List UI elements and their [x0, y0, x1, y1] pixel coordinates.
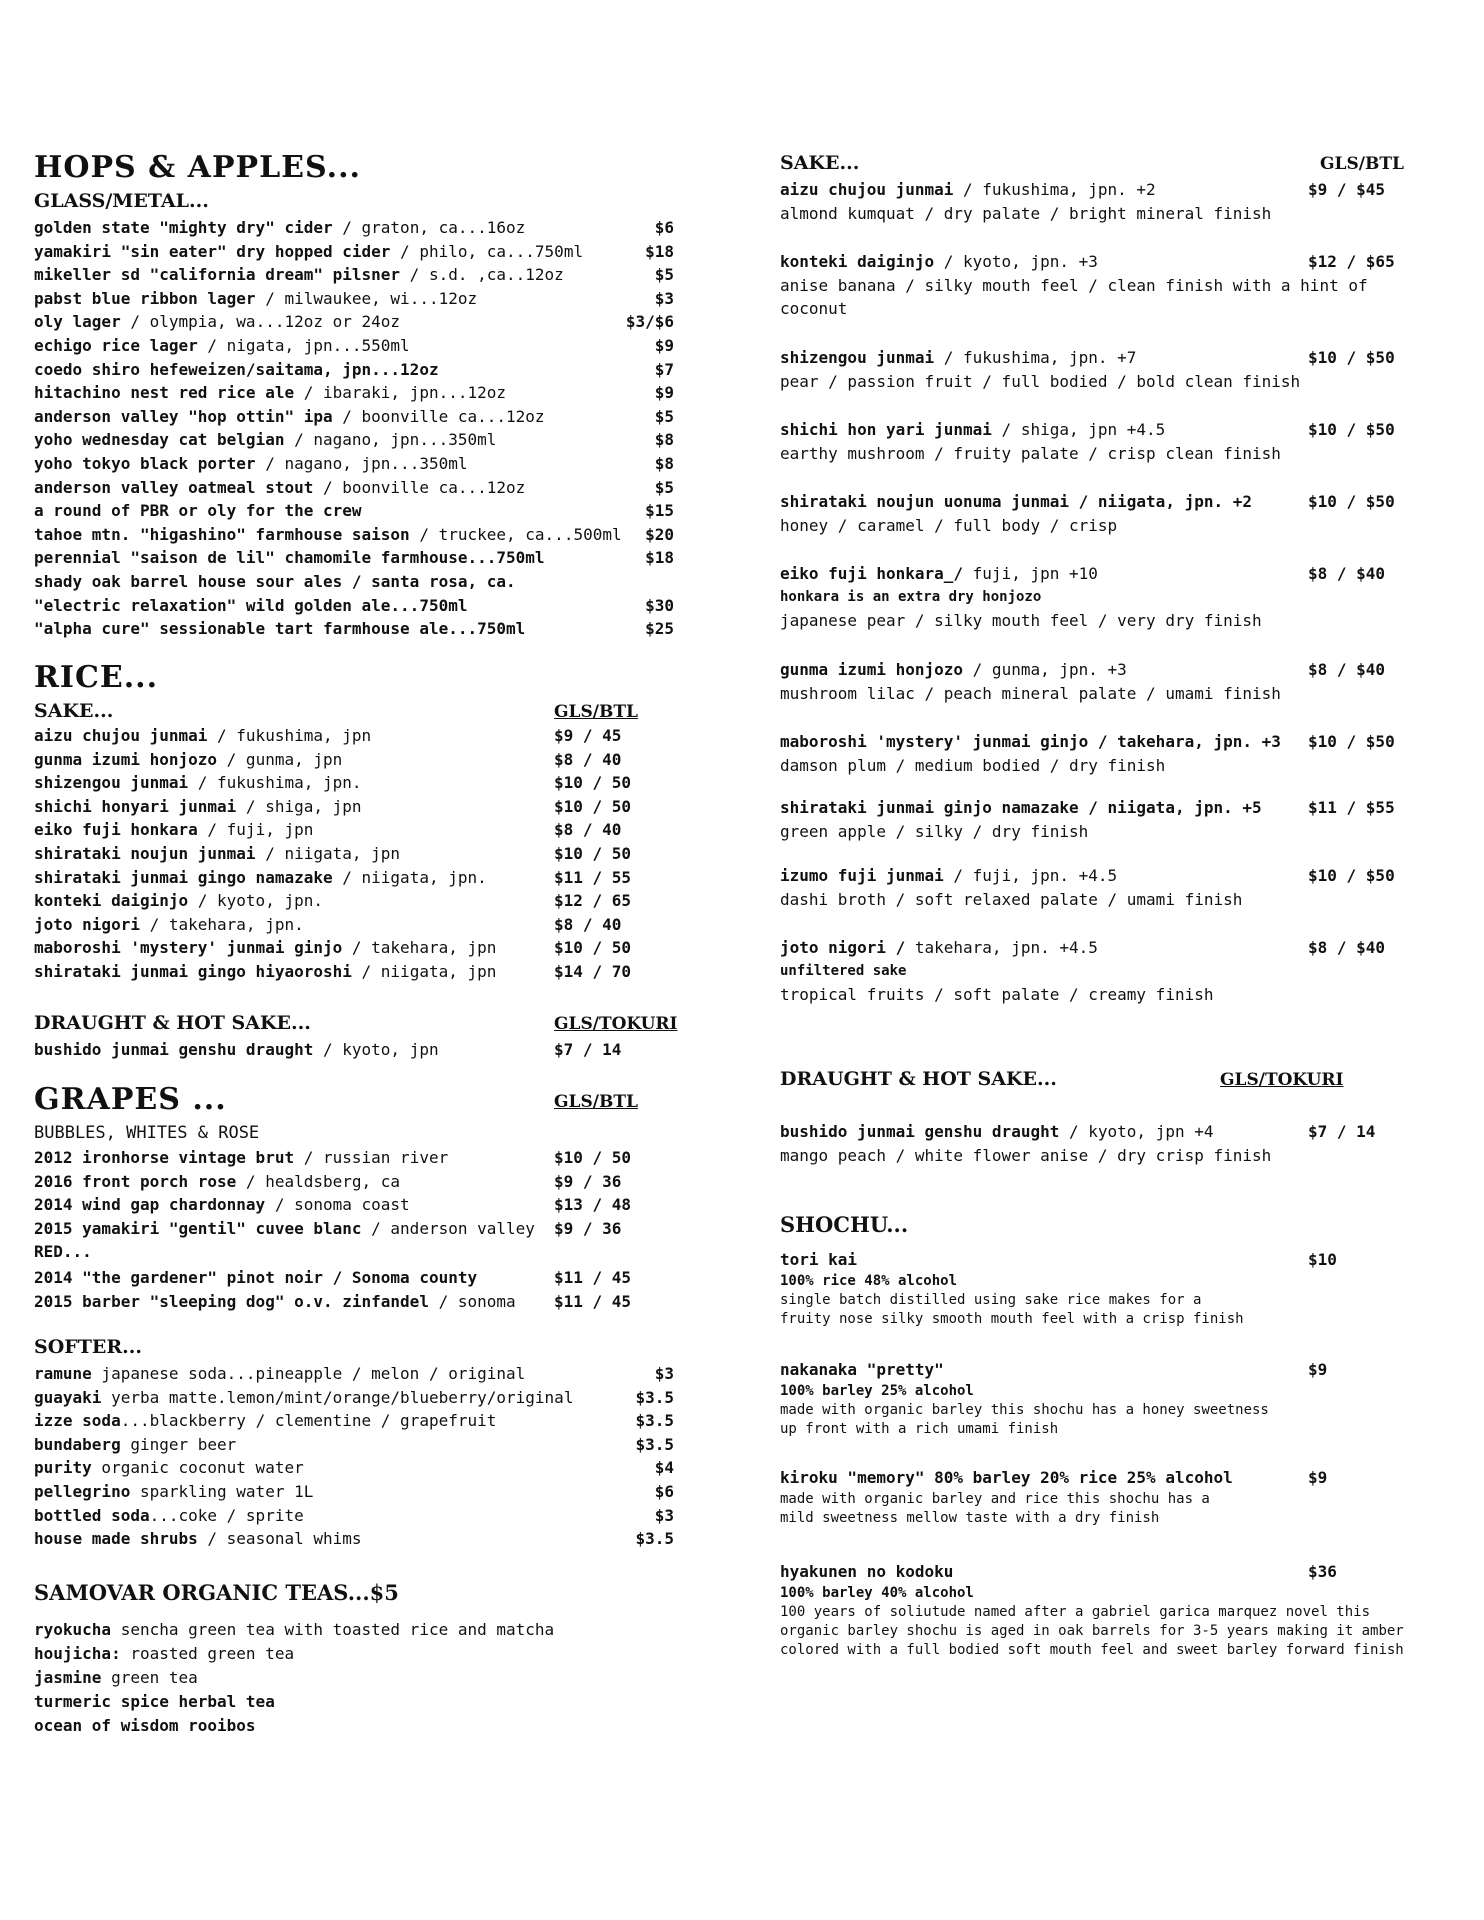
menu-item	[34, 1482, 313, 1502]
item-desc: / fuji, jpn	[197, 820, 314, 840]
right-draught-price: $7 / 14	[1308, 1122, 1376, 1141]
item-price: $8 / $40	[1308, 564, 1386, 583]
item-desc: / takehara, jpn.	[139, 914, 304, 934]
item-price: $3.5	[635, 1529, 674, 1549]
item-name: konteki daiginjo	[780, 252, 935, 271]
item-price: $8 / 40	[554, 914, 622, 934]
item-name: shady oak barrel house sour ales / santa rosa, ca.	[34, 572, 516, 591]
menu-item	[34, 596, 467, 616]
item-name: oly lager	[34, 312, 121, 332]
item-name: 2012 ironhorse vintage brut	[34, 1148, 295, 1167]
item-price: $11 / 45	[554, 1291, 632, 1311]
item-desc: / takehara, jpn	[342, 938, 497, 958]
sake-item	[780, 252, 1098, 272]
item-desc: / fuji, jpn. +4.5	[943, 866, 1118, 885]
item-name: izumo fuji junmai	[780, 866, 944, 885]
item-desc: / seasonal whims	[197, 1529, 362, 1549]
draught-col-header: GLS/TOKURI	[554, 1014, 678, 1034]
item-note: honey / caramel / full body / crisp	[780, 516, 1118, 535]
tea-item	[34, 1716, 256, 1736]
tea-item	[34, 1692, 275, 1712]
item-desc: japanese soda...pineapple / melon / original	[91, 1364, 526, 1383]
shochu-note: colored with a full bodied soft mouth feel and sweet barley forward finish	[780, 1642, 1404, 1658]
menu-item	[34, 915, 304, 935]
item-price: $9	[654, 336, 674, 355]
item-desc: / shiga, jpn +4.5	[991, 420, 1166, 439]
menu-item	[34, 1506, 304, 1526]
menu-item	[34, 1364, 525, 1384]
item-name: shichi hon yari junmai	[780, 420, 992, 439]
shochu-price: $36	[1308, 1562, 1337, 1581]
item-name: 2015 barber "sleeping dog" o.v. zinfandel	[34, 1291, 429, 1311]
item-price: $11 / $55	[1308, 798, 1395, 817]
shochu-title: SHOCHU...	[780, 1212, 909, 1237]
menu-item	[34, 1292, 516, 1312]
item-name: 2015 yamakiri "gentil" cuvee blanc	[34, 1218, 362, 1238]
item-desc: ginger beer	[120, 1434, 237, 1454]
item-name: pellegrino	[34, 1482, 131, 1501]
item-desc: takehara, jpn. +4.5	[905, 938, 1098, 957]
item-price: $8 / $40	[1308, 660, 1386, 679]
menu-item	[34, 289, 477, 309]
menu-item	[34, 938, 496, 958]
item-desc: / niigata, jpn	[255, 844, 401, 863]
item-price: $8 / 40	[554, 749, 622, 769]
item-desc: organic coconut water	[91, 1458, 304, 1478]
item-desc: / philo, ca...750ml	[390, 241, 584, 261]
item-price: $6	[654, 218, 674, 237]
menu-item	[34, 726, 371, 746]
item-price: $10 / $50	[1308, 866, 1395, 885]
shochu-note: made with organic barley and rice this shochu has a	[780, 1491, 1210, 1507]
item-desc: / fukushima, jpn. +2	[953, 180, 1156, 199]
right-draught-item: bushido junmai genshu draught / kyoto, jpn +4	[780, 1122, 1214, 1141]
item-desc: / kyoto, jpn. +3	[934, 252, 1098, 271]
item-price: $10 / 50	[554, 844, 632, 863]
item-note: mushroom lilac / peach mineral palate / umami finish	[780, 684, 1281, 703]
menu-item	[34, 312, 400, 332]
right-draught-note: mango peach / white flower anise / dry crisp finish	[780, 1146, 1272, 1165]
menu-item	[34, 773, 362, 793]
item-desc: sparkling water 1L	[130, 1482, 314, 1501]
item-price: $8 / 40	[554, 820, 622, 840]
item-name: izze soda	[34, 1411, 121, 1431]
item-name: joto nigori /	[780, 938, 906, 957]
menu-item	[34, 525, 622, 545]
item-price: $3	[654, 1364, 674, 1383]
menu-item	[34, 1268, 477, 1288]
menu-item	[34, 572, 516, 592]
item-desc: / anderson valley	[361, 1218, 535, 1238]
item-price: $12 / $65	[1308, 252, 1395, 271]
item-name: gunma izumi honjozo	[780, 660, 964, 679]
item-desc: sencha green tea with toasted rice and matcha	[111, 1620, 555, 1639]
item-desc: / nagano, jpn...350ml	[284, 430, 497, 450]
item-price: $20	[645, 524, 674, 544]
menu-item	[34, 750, 342, 770]
menu-item	[34, 1458, 304, 1478]
item-desc: / fukushima, jpn	[207, 726, 372, 745]
item-name: echigo rice lager	[34, 336, 198, 355]
item-note: green apple / silky / dry finish	[780, 822, 1089, 841]
shochu-name: hyakunen no kodoku	[780, 1562, 954, 1581]
item-name: eiko fuji honkara	[34, 820, 198, 840]
item-name: 2014 "the gardener" pinot noir / Sonoma county	[34, 1268, 478, 1287]
menu-item	[34, 891, 323, 911]
item-desc: green tea	[101, 1668, 198, 1687]
item-price: $3.5	[635, 1411, 674, 1431]
item-desc: / russian river	[294, 1148, 449, 1167]
item-name: 2016 front porch rose	[34, 1171, 237, 1191]
draught-price: $7 / 14	[554, 1040, 622, 1059]
item-name: 2014 wind gap chardonnay	[34, 1195, 266, 1215]
item-desc: / niigata, jpn.	[332, 867, 487, 887]
item-name: yoho tokyo black porter	[34, 454, 256, 473]
softer-title: SOFTER...	[34, 1336, 143, 1358]
item-name: aizu chujou junmai	[34, 726, 208, 745]
menu-item	[34, 1411, 496, 1431]
menu-item	[34, 1148, 448, 1168]
item-desc: / gunma, jpn	[217, 749, 343, 769]
item-price: $9 / $45	[1308, 180, 1386, 199]
menu-item	[34, 218, 525, 238]
hops-title: HOPS & APPLES...	[34, 150, 361, 185]
item-desc: / fukushima, jpn. +7	[934, 348, 1137, 367]
item-name: bottled soda	[34, 1505, 150, 1525]
sake-item	[780, 564, 1098, 584]
item-desc: / healdsberg, ca	[236, 1171, 401, 1191]
shochu-note: organic barley shochu is aged in oak barrels for 3-5 years making it amber	[780, 1623, 1404, 1639]
rice-col-header: GLS/BTL	[554, 702, 638, 722]
tea-item	[34, 1620, 554, 1640]
item-name: "alpha cure" sessionable tart farmhouse ale...750ml	[34, 619, 526, 639]
sake-title: SAKE...	[780, 152, 860, 174]
shochu-note: single batch distilled using sake rice makes for a	[780, 1292, 1202, 1308]
item-price: $18	[645, 548, 674, 568]
draught-title: DRAUGHT & HOT SAKE...	[34, 1012, 311, 1034]
item-name: mikeller sd "california dream" pilsner	[34, 265, 401, 285]
item-price: $11 / 45	[554, 1268, 632, 1287]
item-name: shirataki junmai gingo namazake	[34, 867, 333, 887]
item-note: honkara is an extra dry honjozo	[780, 589, 1042, 605]
item-name: jasmine	[34, 1668, 102, 1687]
item-name: shirataki noujun uonuma junmai / niigata, jpn. +2	[780, 492, 1253, 511]
item-price: $12 / 65	[554, 891, 632, 911]
item-price: $10 / $50	[1308, 732, 1395, 751]
item-name: konteki daiginjo	[34, 891, 189, 911]
hops-subtitle: GLASS/METAL...	[34, 190, 209, 212]
menu-item	[34, 548, 545, 568]
item-name: shizengou junmai	[780, 348, 935, 367]
item-desc: ...blackberry / clementine / grapefruit	[120, 1411, 497, 1431]
item-name: ramune	[34, 1364, 92, 1383]
item-name: perennial "saison de lil" chamomile farmhouse...750ml	[34, 548, 545, 568]
item-desc: roasted green tea	[120, 1644, 295, 1663]
item-price: $7	[654, 359, 674, 379]
menu-item	[34, 1435, 236, 1455]
item-price: $10 / 50	[554, 1148, 632, 1167]
shochu-name: kiroku "memory" 80% barley 20% rice 25% alcohol	[780, 1468, 1233, 1487]
item-name: shizengou junmai	[34, 773, 189, 793]
item-name: aizu chujou junmai	[780, 180, 954, 199]
sake-item	[780, 492, 1252, 512]
menu-item	[34, 1195, 410, 1215]
item-name: hitachino nest red rice ale	[34, 383, 295, 403]
menu-item	[34, 619, 525, 639]
item-desc: / shiga, jpn	[236, 796, 362, 816]
item-name: yoho wednesday cat belgian	[34, 430, 285, 450]
sake-col-header: GLS/BTL	[1320, 154, 1404, 174]
item-note: earthy mushroom / fruity palate / crisp clean finish	[780, 444, 1281, 463]
item-name: shirataki junmai gingo hiyaoroshi	[34, 962, 352, 981]
item-note: dashi broth / soft relaxed palate / umami finish	[780, 890, 1243, 909]
item-price: $18	[645, 241, 674, 261]
item-desc: / sonoma coast	[265, 1195, 410, 1215]
item-name: yamakiri "sin eater" dry hopped cider	[34, 241, 391, 261]
menu-item	[34, 407, 545, 427]
item-desc: fuji, jpn +10	[963, 564, 1098, 583]
shochu-price: $9	[1308, 1360, 1328, 1379]
item-desc: / niigata, jpn	[351, 962, 497, 981]
item-price: $3	[654, 1505, 674, 1525]
item-name: coedo shiro hefeweizen/saitama, jpn...12oz	[34, 359, 439, 379]
menu-item	[34, 797, 362, 817]
item-name: anderson valley "hop ottin" ipa	[34, 406, 333, 426]
item-price: $8	[654, 430, 674, 450]
item-name: guayaki	[34, 1387, 102, 1407]
menu-item	[34, 454, 467, 474]
item-desc: / nagano, jpn...350ml	[255, 454, 468, 473]
shochu-spec: 100% barley 25% alcohol	[780, 1383, 974, 1399]
menu-item	[34, 501, 362, 521]
item-name: turmeric spice herbal tea	[34, 1692, 275, 1711]
sake-item	[780, 348, 1136, 368]
item-name: houjicha:	[34, 1644, 121, 1663]
item-desc: / boonville ca...12oz	[332, 406, 545, 426]
item-name: purity	[34, 1458, 92, 1478]
item-price: $30	[645, 595, 674, 615]
item-price: $5	[654, 406, 674, 426]
item-price: $9 / 45	[554, 726, 622, 745]
item-desc: / graton, ca...16oz	[332, 218, 526, 237]
menu-item	[34, 360, 439, 380]
red-subtitle: RED...	[34, 1242, 92, 1261]
grapes-col-header: GLS/BTL	[554, 1092, 638, 1112]
item-price: $4	[654, 1458, 674, 1478]
menu-item	[34, 868, 487, 888]
sake-item	[780, 938, 1098, 958]
item-note: unfiltered sake	[780, 963, 907, 979]
item-name: golden state "mighty dry" cider	[34, 218, 333, 237]
item-note: tropical fruits / soft palate / creamy finish	[780, 985, 1214, 1004]
item-price: $9	[654, 383, 674, 403]
item-price: $10 / 50	[554, 938, 632, 958]
item-price: $5	[654, 477, 674, 497]
tea-item	[34, 1668, 198, 1688]
shochu-name: tori kai	[780, 1250, 858, 1269]
item-price: $9 / 36	[554, 1218, 622, 1238]
item-price: $8 / $40	[1308, 938, 1386, 957]
item-price: $6	[654, 1482, 674, 1501]
menu-item	[34, 430, 496, 450]
shochu-spec: 100% barley 40% alcohol	[780, 1585, 974, 1601]
item-price: $5	[654, 265, 674, 285]
item-name: eiko fuji honkara_/	[780, 564, 964, 583]
item-desc: ...coke / sprite	[149, 1505, 304, 1525]
item-desc: / ibaraki, jpn...12oz	[294, 383, 507, 403]
menu-item	[34, 242, 583, 262]
item-name: pabst blue ribbon lager	[34, 288, 256, 308]
shochu-note: up front with a rich umami finish	[780, 1421, 1059, 1437]
item-price: $3	[654, 288, 674, 308]
shochu-note: 100 years of soliutude named after a gabriel garica marquez novel this	[780, 1604, 1371, 1620]
item-price: $14 / 70	[554, 962, 632, 981]
menu-item	[34, 1388, 573, 1408]
item-desc: / olympia, wa...12oz or 24oz	[120, 312, 401, 332]
sake-item	[780, 866, 1117, 886]
item-price: $13 / 48	[554, 1195, 632, 1215]
item-name: anderson valley oatmeal stout	[34, 477, 314, 497]
shochu-spec: 100% rice 48% alcohol	[780, 1273, 958, 1289]
shochu-price: $9	[1308, 1468, 1328, 1487]
menu-item	[34, 336, 410, 356]
grapes-subtitle: BUBBLES, WHITES & ROSE	[34, 1123, 260, 1143]
item-desc: yerba matte.lemon/mint/orange/blueberry/original	[101, 1387, 574, 1407]
menu-item	[34, 265, 564, 285]
item-price: $10 / 50	[554, 773, 632, 793]
teas-title: SAMOVAR ORGANIC TEAS...$5	[34, 1580, 399, 1605]
item-name: shirataki noujun junmai	[34, 844, 256, 863]
tea-item	[34, 1644, 294, 1664]
sake-item	[780, 798, 1262, 818]
item-name: bundaberg	[34, 1434, 121, 1454]
sake-item	[780, 420, 1165, 440]
item-price: $11 / 55	[554, 867, 632, 887]
item-name: ryokucha	[34, 1620, 112, 1639]
item-name: maboroshi 'mystery' junmai ginjo	[34, 938, 343, 958]
item-note: pear / passion fruit / full bodied / bold clean finish	[780, 372, 1301, 391]
item-price: $10 / $50	[1308, 348, 1395, 367]
sake-item	[780, 180, 1156, 200]
item-name: "electric relaxation" wild golden ale...750ml	[34, 595, 468, 615]
item-desc: / sonoma	[428, 1291, 516, 1311]
shochu-note: fruity nose silky smooth mouth feel with a crisp finish	[780, 1311, 1244, 1327]
grapes-title: GRAPES ...	[34, 1082, 227, 1117]
shochu-price: $10	[1308, 1250, 1337, 1269]
item-desc: / truckee, ca...500ml	[409, 524, 622, 544]
item-note: anise banana / silky mouth feel / clean finish with a hint of	[780, 276, 1368, 295]
menu-item	[34, 478, 525, 498]
rice-title: RICE...	[34, 660, 159, 695]
sake-item	[780, 732, 1281, 752]
item-price: $8	[654, 454, 674, 473]
item-name: ocean of wisdom rooibos	[34, 1716, 256, 1735]
item-price: $15	[645, 501, 674, 521]
item-price: $3.5	[635, 1434, 674, 1454]
item-note: almond kumquat / dry palate / bright mineral finish	[780, 204, 1272, 223]
menu-item	[34, 383, 506, 403]
item-name: a round of PBR or oly for the crew	[34, 501, 362, 521]
sake-item	[780, 660, 1127, 680]
item-note: japanese pear / silky mouth feel / very dry finish	[780, 611, 1262, 630]
item-price: $10 / $50	[1308, 420, 1395, 439]
item-desc: / boonville ca...12oz	[313, 477, 526, 497]
item-price: $9 / 36	[554, 1171, 622, 1191]
right-draught-col-header: GLS/TOKURI	[1220, 1070, 1344, 1090]
menu-item	[34, 1529, 362, 1549]
item-name: gunma izumi honjozo	[34, 749, 218, 769]
item-price: $10 / 50	[554, 796, 632, 816]
item-price: $3.5	[635, 1387, 674, 1407]
item-desc: / fukushima, jpn.	[188, 773, 362, 793]
item-name: shirataki junmai ginjo namazake / niigata, jpn. +5	[780, 798, 1262, 817]
menu-item	[34, 820, 313, 840]
right-draught-title: DRAUGHT & HOT SAKE...	[780, 1068, 1057, 1090]
shochu-note: mild sweetness mellow taste with a dry finish	[780, 1510, 1160, 1526]
item-name: shichi honyari junmai	[34, 796, 237, 816]
item-price: $3/$6	[625, 312, 674, 332]
item-desc: / gunma, jpn. +3	[963, 660, 1127, 679]
item-desc: / milwaukee, wi...12oz	[255, 288, 478, 308]
item-desc: / s.d. ,ca..12oz	[400, 265, 564, 285]
menu-item	[34, 962, 496, 982]
item-name: joto nigori	[34, 914, 140, 934]
item-name: maboroshi 'mystery' junmai ginjo / takehara, jpn. +3	[780, 732, 1281, 751]
menu-item	[34, 1219, 535, 1239]
item-name: house made shrubs	[34, 1529, 198, 1549]
shochu-name: nakanaka "pretty"	[780, 1360, 944, 1379]
draught-item: bushido junmai genshu draught / kyoto, jpn	[34, 1040, 439, 1059]
item-desc: / kyoto, jpn.	[188, 891, 323, 911]
item-desc: / nigata, jpn...550ml	[197, 336, 410, 355]
item-note: damson plum / medium bodied / dry finish	[780, 756, 1166, 775]
item-price: $25	[645, 619, 674, 639]
menu-item	[34, 844, 400, 864]
shochu-note: made with organic barley this shochu has a honey sweetness	[780, 1402, 1269, 1418]
menu-item	[34, 1172, 400, 1192]
rice-subtitle: SAKE...	[34, 700, 114, 722]
item-price: $10 / $50	[1308, 492, 1395, 511]
item-name: tahoe mtn. "higashino" farmhouse saison	[34, 524, 410, 544]
item-note: coconut	[780, 299, 848, 318]
